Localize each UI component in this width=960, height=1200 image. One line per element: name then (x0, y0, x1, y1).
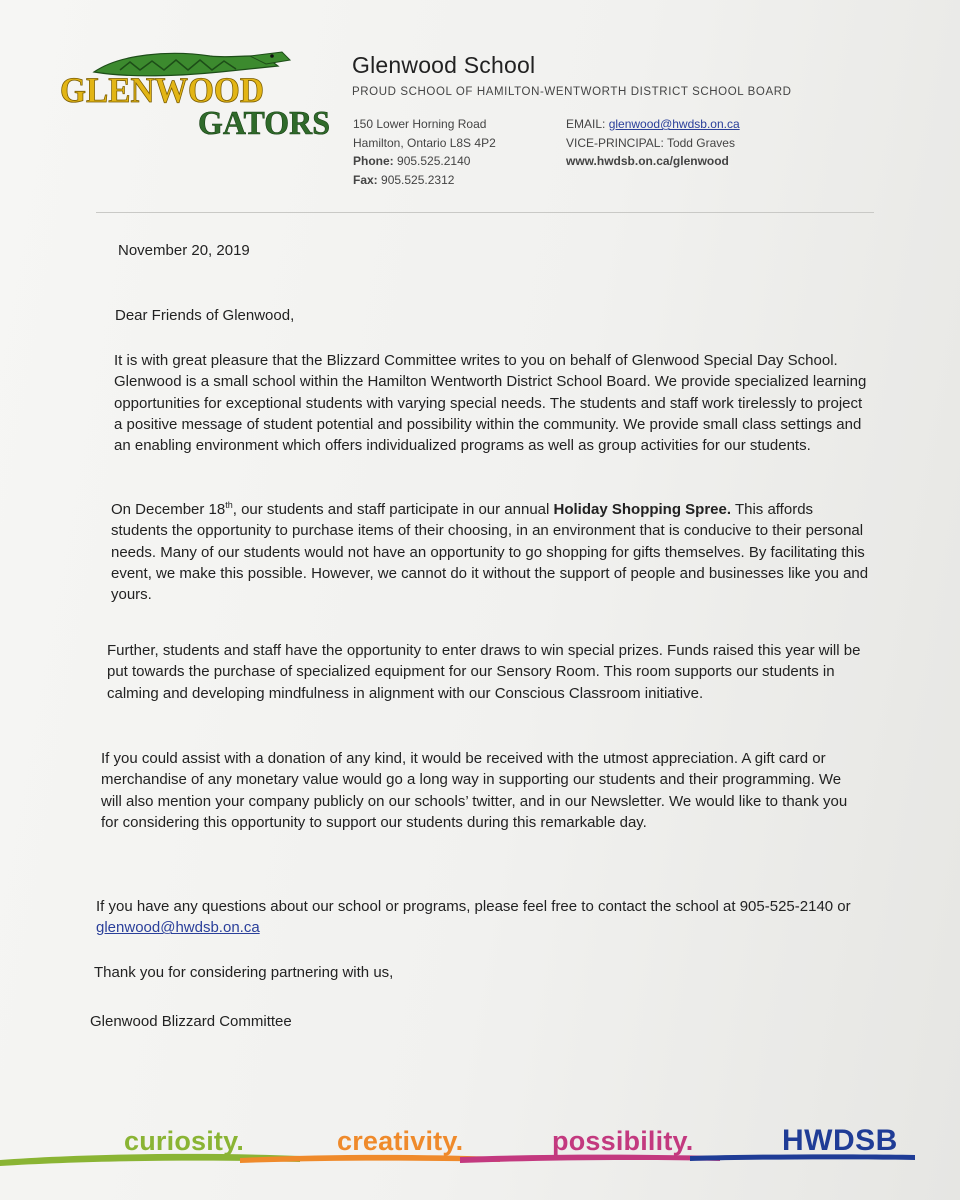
fax-row (353, 171, 496, 190)
logo-line-2: GATORS (198, 105, 330, 142)
address-block (353, 115, 496, 189)
vp-row (566, 134, 740, 153)
paragraph-4: If you could assist with a donation of any kind, it would be received with the utmost appreciation. A gift card or merchandise of any monetary value would go a long way in supporting our students and their programming. We will also mention your company publicly on our schools’ twitter, and in our Newsletter. We would like to thank you for considering this opportunity to support our students during this remarkable day. (101, 750, 848, 831)
header-divider (96, 212, 874, 213)
fax-label: Fax: (353, 172, 378, 187)
paragraph-3: Further, students and staff have the opportunity to enter draws to win special prizes. Funds raised this year will be put towards the purchase of specialized equipment for our Sensory Room. This room supports our students in calming and developing mindfulness in alignment with our Conscious Classroom initiative. (107, 642, 861, 702)
footer-word-possibility: possibility. (552, 1126, 694, 1156)
paragraph-5 (96, 896, 856, 939)
email-link[interactable]: glenwood@hwdsb.on.ca (608, 117, 740, 131)
website-row (566, 152, 740, 171)
paragraph-2-mid: , our students and staff participate in our annual (232, 501, 554, 518)
email-label: EMAIL: (566, 117, 606, 131)
email-row (566, 115, 740, 134)
address-line-1: 150 Lower Horning Road (353, 117, 487, 131)
contact-email-link[interactable]: glenwood@hwdsb.on.ca (96, 919, 260, 937)
school-name: Glenwood School (352, 52, 536, 78)
address-line-2: Hamilton, Ontario L8S 4P2 (353, 135, 496, 150)
fax-number: 905.525.2312 (381, 172, 455, 187)
letter-signature: Glenwood Blizzard Committee (90, 1013, 292, 1030)
phone-number: 905.525.2140 (397, 154, 471, 168)
paragraph-1: It is with great pleasure that the Blizzard Committee writes to you on behalf of Glenwood Special Day School. Glenwood is a small school within the Hamilton Wentworth District School Board. We provide specialized learning opportunities for exceptional students with varying special needs. The students and staff work tirelessly to project a positive message of student potential and possibility within the community. We provide small class settings and an enabling environment which offers individualized programs as well as group activities for our students. (114, 352, 867, 455)
paragraph-2-end: This affords students the opportunity to purchase items of their choosing, in an environment that is conducive to their personal needs. Many of our students would not have an opportunity to go shopping for gifts themselves. By facilitating this event, we make this possible. However, we cannot do it without the support of people and businesses like you and yours. (111, 501, 869, 604)
letter-date: November 20, 2019 (118, 242, 250, 259)
letter-closing: Thank you for considering partnering with us, (94, 964, 394, 981)
event-name: Holiday Shopping Spree. (553, 501, 732, 518)
glenwood-gators-logo (60, 42, 335, 142)
letter-greeting: Dear Friends of Glenwood, (115, 307, 295, 324)
vp-label: VICE-PRINCIPAL: (566, 135, 664, 150)
phone-label: Phone: (353, 154, 394, 168)
contact-block (566, 115, 740, 171)
paragraph-2-start: On December 18 (111, 501, 226, 518)
website: www.hwdsb.on.ca/glenwood (566, 154, 729, 168)
paragraph-5-text: If you have any questions about our school or programs, please feel free to contact the school at 905-525-2140 or (96, 898, 851, 915)
paragraph-2-superscript: th (225, 500, 233, 510)
school-tagline: PROUD SCHOOL OF HAMILTON-WENTWORTH DISTRICT SCHOOL BOARD (352, 86, 792, 98)
footer-word-creativity: creativity. (337, 1126, 464, 1156)
hwdsb-logo: HWDSB (782, 1124, 898, 1157)
footer-word-curiosity: curiosity. (124, 1126, 245, 1156)
phone-row (353, 152, 496, 171)
logo-line-1: GLENWOOD (60, 70, 264, 110)
vp-name: Todd Graves (666, 135, 735, 150)
paragraph-2 (111, 499, 871, 605)
